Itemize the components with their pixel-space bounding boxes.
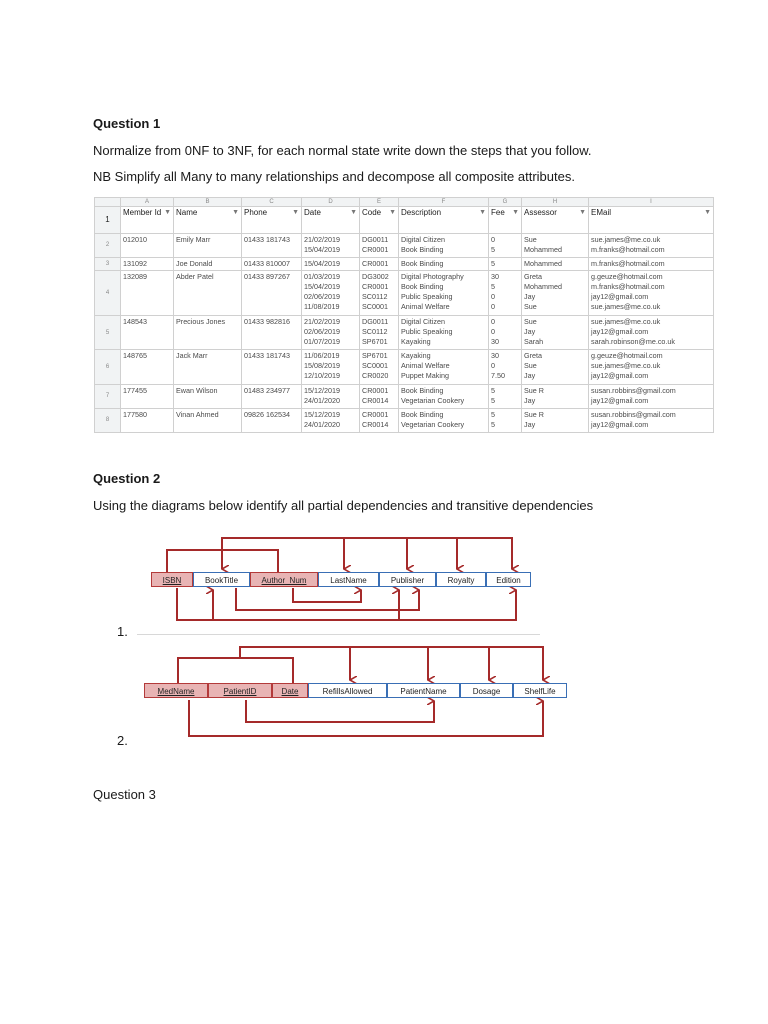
cell-descs [399,257,489,271]
q1-title: Question 1 [93,116,161,131]
header-member-id: ▼ Member Id [121,207,174,233]
cell-phone: 09826 162534 [242,408,302,432]
cell-descs [399,408,489,432]
cell-line: 0 [491,327,495,336]
cell-descs [399,233,489,257]
cell-dates [302,384,360,408]
cell-line: SP6701 [362,337,388,346]
filter-icon: ▼ [164,209,171,217]
filter-icon: ▼ [232,209,239,217]
filter-icon: ▼ [350,209,357,217]
cell-line: 24/01/2020 [304,395,340,405]
cell-line: 21/02/2019 [304,234,340,244]
cell-member: 148543 [121,316,174,350]
table-row [95,384,714,408]
cell-line: SC0112 [362,292,388,302]
cell-descs [399,316,489,350]
cell-line: jay12@gmail.com [591,327,649,336]
cell-line: 0 [491,361,495,371]
cell-line: 15/08/2019 [304,361,340,371]
cell-line: 30 [491,337,499,346]
table-row [95,271,714,316]
cell-dates [302,233,360,257]
cell-line: g.geuze@hotmail.com [591,272,663,282]
cell-dates [302,316,360,350]
cell-dates [302,271,360,316]
spreadsheet-table [94,197,714,433]
cell-phone: 01433 181743 [242,233,302,257]
cell-line: jay12@gmail.com [591,395,649,405]
cell-line: 5 [491,258,495,268]
cell-assessors [522,271,589,316]
header-code: ▼ Code [360,207,399,233]
column-letter: A [121,198,174,207]
cell-line: CR0001 [362,409,389,419]
cell-line: Digital Citizen [401,234,445,244]
cell-line: CR0001 [362,244,389,254]
cell-line: g.geuze@hotmail.com [591,351,663,361]
cell-member: 148765 [121,350,174,384]
cell-line: 0 [491,302,495,312]
filter-icon: ▼ [479,209,486,217]
cell-line: Mohammed [524,244,562,254]
cell-member: 131092 [121,257,174,271]
cell-line: Vegetarian Cookery [401,419,465,429]
cell-line: susan.robbins@gmail.com [591,409,676,419]
arrow-author-lastname [293,588,361,602]
row-number: 5 [95,316,121,350]
cell-line: Book Binding [401,282,444,292]
cell-line: m.franks@hotmail.com [591,282,665,292]
cell-line: Kayaking [401,351,431,361]
cell-line: 7.50 [491,371,505,381]
q2-instruction: Using the diagrams below identify all partial dependencies and transitive dependencies [93,498,594,513]
cell-fees [489,316,522,350]
cell-name: Ewan Wilson [174,384,242,408]
cell-assessors [522,350,589,384]
cell-phone: 01433 810007 [242,257,302,271]
row-number: 8 [95,408,121,432]
diagram-1-box-lastname: LastName [318,572,379,587]
cell-line: Book Binding [401,385,444,395]
cell-phone: 01433 897267 [242,271,302,316]
cell-fees [489,350,522,384]
diagram-1-box-isbn: ISBN [151,572,193,587]
cell-line: 15/04/2019 [304,282,340,292]
header-phone: ▼ Phone [242,207,302,233]
cell-fees [489,271,522,316]
cell-line: Sue R [524,385,544,395]
cell-line: 24/01/2020 [304,419,340,429]
cell-line: 01/03/2019 [304,272,340,282]
cell-fees [489,384,522,408]
cell-line: Jay [524,371,536,381]
cell-line: 0 [491,292,495,302]
cell-codes [360,316,399,350]
cell-line: CR0001 [362,258,389,268]
cell-dates [302,257,360,271]
cell-line: jay12@gmail.com [591,292,649,302]
filter-icon: ▼ [389,209,396,217]
cell-codes [360,257,399,271]
cell-codes [360,233,399,257]
cell-assessors [522,257,589,271]
cell-line: Book Binding [401,244,444,254]
cell-name: Abder Patel [174,271,242,316]
cell-line: DG3002 [362,272,389,282]
cell-line: Vegetarian Cookery [401,395,465,405]
cell-line: Greta [524,272,542,282]
cell-assessors [522,316,589,350]
cell-name: Jack Marr [174,350,242,384]
cell-emails [589,316,714,350]
cell-phone: 01483 234977 [242,384,302,408]
header-date: ▼ Date [302,207,360,233]
column-letter: E [360,198,399,207]
column-letter: D [302,198,360,207]
header-email: ▼ EMail [589,207,714,233]
cell-line: Sue [524,234,537,244]
cell-emails [589,257,714,271]
arrow-patientid-patientname [246,700,434,722]
arrow-to-edition [222,538,512,569]
arrow-medname-shelflife [189,700,543,736]
sheet-body [95,233,714,433]
key-connector [178,658,293,683]
cell-line: 15/12/2019 [304,385,340,395]
cell-line: CR0001 [362,385,389,395]
cell-line: m.franks@hotmail.com [591,258,665,268]
cell-codes [360,408,399,432]
cell-member: 132089 [121,271,174,316]
table-row [95,233,714,257]
cell-fees [489,408,522,432]
q1-instruction: Normalize from 0NF to 3NF, for each normal state write down the steps that you follow. [93,143,592,158]
cell-line: Jay [524,419,536,429]
cell-descs [399,384,489,408]
cell-line: 12/10/2019 [304,371,340,381]
diagram-2-box-date: Date [272,683,308,698]
cell-emails [589,233,714,257]
cell-line: SP6701 [362,351,388,361]
row-number: 1 [95,207,121,233]
cell-line: Animal Welfare [401,361,450,371]
table-row [95,350,714,384]
column-letter: I [589,198,714,207]
cell-line: Book Binding [401,258,444,268]
q2-title: Question 2 [93,471,161,486]
cell-line: sue.james@me.co.uk [591,361,661,371]
cell-line: Public Speaking [401,327,453,336]
cell-line: jay12@gmail.com [591,371,649,381]
cell-line: 15/04/2019 [304,258,340,268]
cell-line: 5 [491,409,495,419]
cell-line: Sue [524,361,537,371]
column-letter: C [242,198,302,207]
arrow-to-shelflife [240,647,543,680]
cell-line: Sue R [524,409,544,419]
cell-line: 11/06/2019 [304,351,340,361]
filter-icon: ▼ [292,209,299,217]
cell-line: Jay [524,292,536,302]
table-row [95,257,714,271]
cell-line: sarah.robinson@me.co.uk [591,337,676,346]
diagram-2-box-patientname: PatientName [387,683,460,698]
cell-assessors [522,408,589,432]
column-letter: G [489,198,522,207]
cell-line: Mohammed [524,282,562,292]
cell-member: 177455 [121,384,174,408]
cell-line: sue.james@me.co.uk [591,234,661,244]
diagram-2-box-patientid: PatientID [208,683,272,698]
cell-line: sue.james@me.co.uk [591,302,661,312]
cell-line: Animal Welfare [401,302,450,312]
cell-line: Sue [524,317,537,326]
cell-assessors [522,384,589,408]
diagram-1-box-royalty: Royalty [436,572,486,587]
cell-line: Sue [524,302,537,312]
cell-line: 5 [491,419,495,429]
cell-line: 15/04/2019 [304,244,340,254]
cell-line: CR0020 [362,371,389,381]
row-number: 3 [95,257,121,271]
row-number: 4 [95,271,121,316]
cell-line: 0 [491,317,495,326]
cell-member: 012010 [121,233,174,257]
cell-line: DG0011 [362,317,389,326]
cell-line: 11/08/2019 [304,302,340,312]
cell-fees [489,257,522,271]
cell-line: 15/12/2019 [304,409,340,419]
cell-name: Precious Jones [174,316,242,350]
diagram-1-box-edition: Edition [486,572,531,587]
cell-descs [399,271,489,316]
q3-title: Question 3 [93,787,156,802]
cell-emails [589,271,714,316]
filter-icon: ▼ [579,209,586,217]
cell-dates [302,408,360,432]
column-letter: H [522,198,589,207]
header-row [95,207,714,233]
cell-line: sue.james@me.co.uk [591,317,661,326]
cell-line: 5 [491,395,495,405]
cell-name: Vinan Ahmed [174,408,242,432]
cell-line: Mohammed [524,258,562,268]
row-number: 2 [95,233,121,257]
filter-icon: ▼ [512,209,519,217]
cell-line: 01/07/2019 [304,337,340,346]
corner-cell [95,198,121,207]
cell-line: susan.robbins@gmail.com [591,385,676,395]
table-row [95,408,714,432]
cell-line: SC0001 [362,302,388,312]
cell-line: SC0001 [362,361,388,371]
row-number: 7 [95,384,121,408]
column-letter: B [174,198,242,207]
diagram-2-box-medname: MedName [144,683,208,698]
diagram-1-box-publisher: Publisher [379,572,436,587]
diagram-2-number: 2. [117,733,128,748]
cell-codes [360,350,399,384]
cell-line: Digital Photography [401,272,464,282]
cell-name: Joe Donald [174,257,242,271]
cell-line: CR0014 [362,395,389,405]
cell-line: 5 [491,282,495,292]
cell-codes [360,271,399,316]
cell-line: 0 [491,234,495,244]
cell-line: Jay [524,395,536,405]
cell-emails [589,350,714,384]
cell-line: 02/06/2019 [304,327,340,336]
q1-note: NB Simplify all Many to many relationships and decompose all composite attributes. [93,169,575,184]
cell-member: 177580 [121,408,174,432]
cell-line: 5 [491,244,495,254]
cell-line: Digital Citizen [401,317,445,326]
cell-line: CR0001 [362,282,389,292]
cell-phone: 01433 982816 [242,316,302,350]
cell-line: Puppet Making [401,371,449,381]
header-fee: ▼ Fee [489,207,522,233]
diagram-1-box-booktitle: BookTitle [193,572,250,587]
cell-emails [589,408,714,432]
divider [137,634,540,635]
diagram-1-box-author-num: Author_Num [250,572,318,587]
cell-name: Emily Marr [174,233,242,257]
cell-line: Public Speaking [401,292,453,302]
cell-line: SC0112 [362,327,388,336]
cell-line: Greta [524,351,542,361]
column-letter: F [399,198,489,207]
cell-line: 02/06/2019 [304,292,340,302]
arrow-booktitle-publisher [236,588,419,610]
cell-line: CR0014 [362,419,389,429]
header-assessor: ▼ Assessor [522,207,589,233]
cell-line: DG0011 [362,234,389,244]
row-number: 6 [95,350,121,384]
filter-icon: ▼ [704,209,711,217]
cell-line: jay12@gmail.com [591,419,649,429]
diagram-1-number: 1. [117,624,128,639]
cell-line: Jay [524,327,536,336]
cell-line: 30 [491,272,499,282]
cell-line: 21/02/2019 [304,317,340,326]
cell-fees [489,233,522,257]
cell-descs [399,350,489,384]
diagram-2-box-refillsallowed: RefillsAllowed [308,683,387,698]
cell-phone: 01433 181743 [242,350,302,384]
cell-line: 30 [491,351,499,361]
header-name: ▼ Name [174,207,242,233]
cell-emails [589,384,714,408]
table-row [95,316,714,350]
diagram-2-box-dosage: Dosage [460,683,513,698]
cell-dates [302,350,360,384]
cell-assessors [522,233,589,257]
cell-line: Book Binding [401,409,444,419]
diagram-2-box-shelflife: ShelfLife [513,683,567,698]
cell-line: Kayaking [401,337,431,346]
cell-codes [360,384,399,408]
cell-line: m.franks@hotmail.com [591,244,665,254]
header-description: ▼ Description [399,207,489,233]
cell-line: 5 [491,385,495,395]
arrow-isbn-edition [177,588,516,620]
cell-line: Sarah [524,337,544,346]
column-letter-row [95,198,714,207]
